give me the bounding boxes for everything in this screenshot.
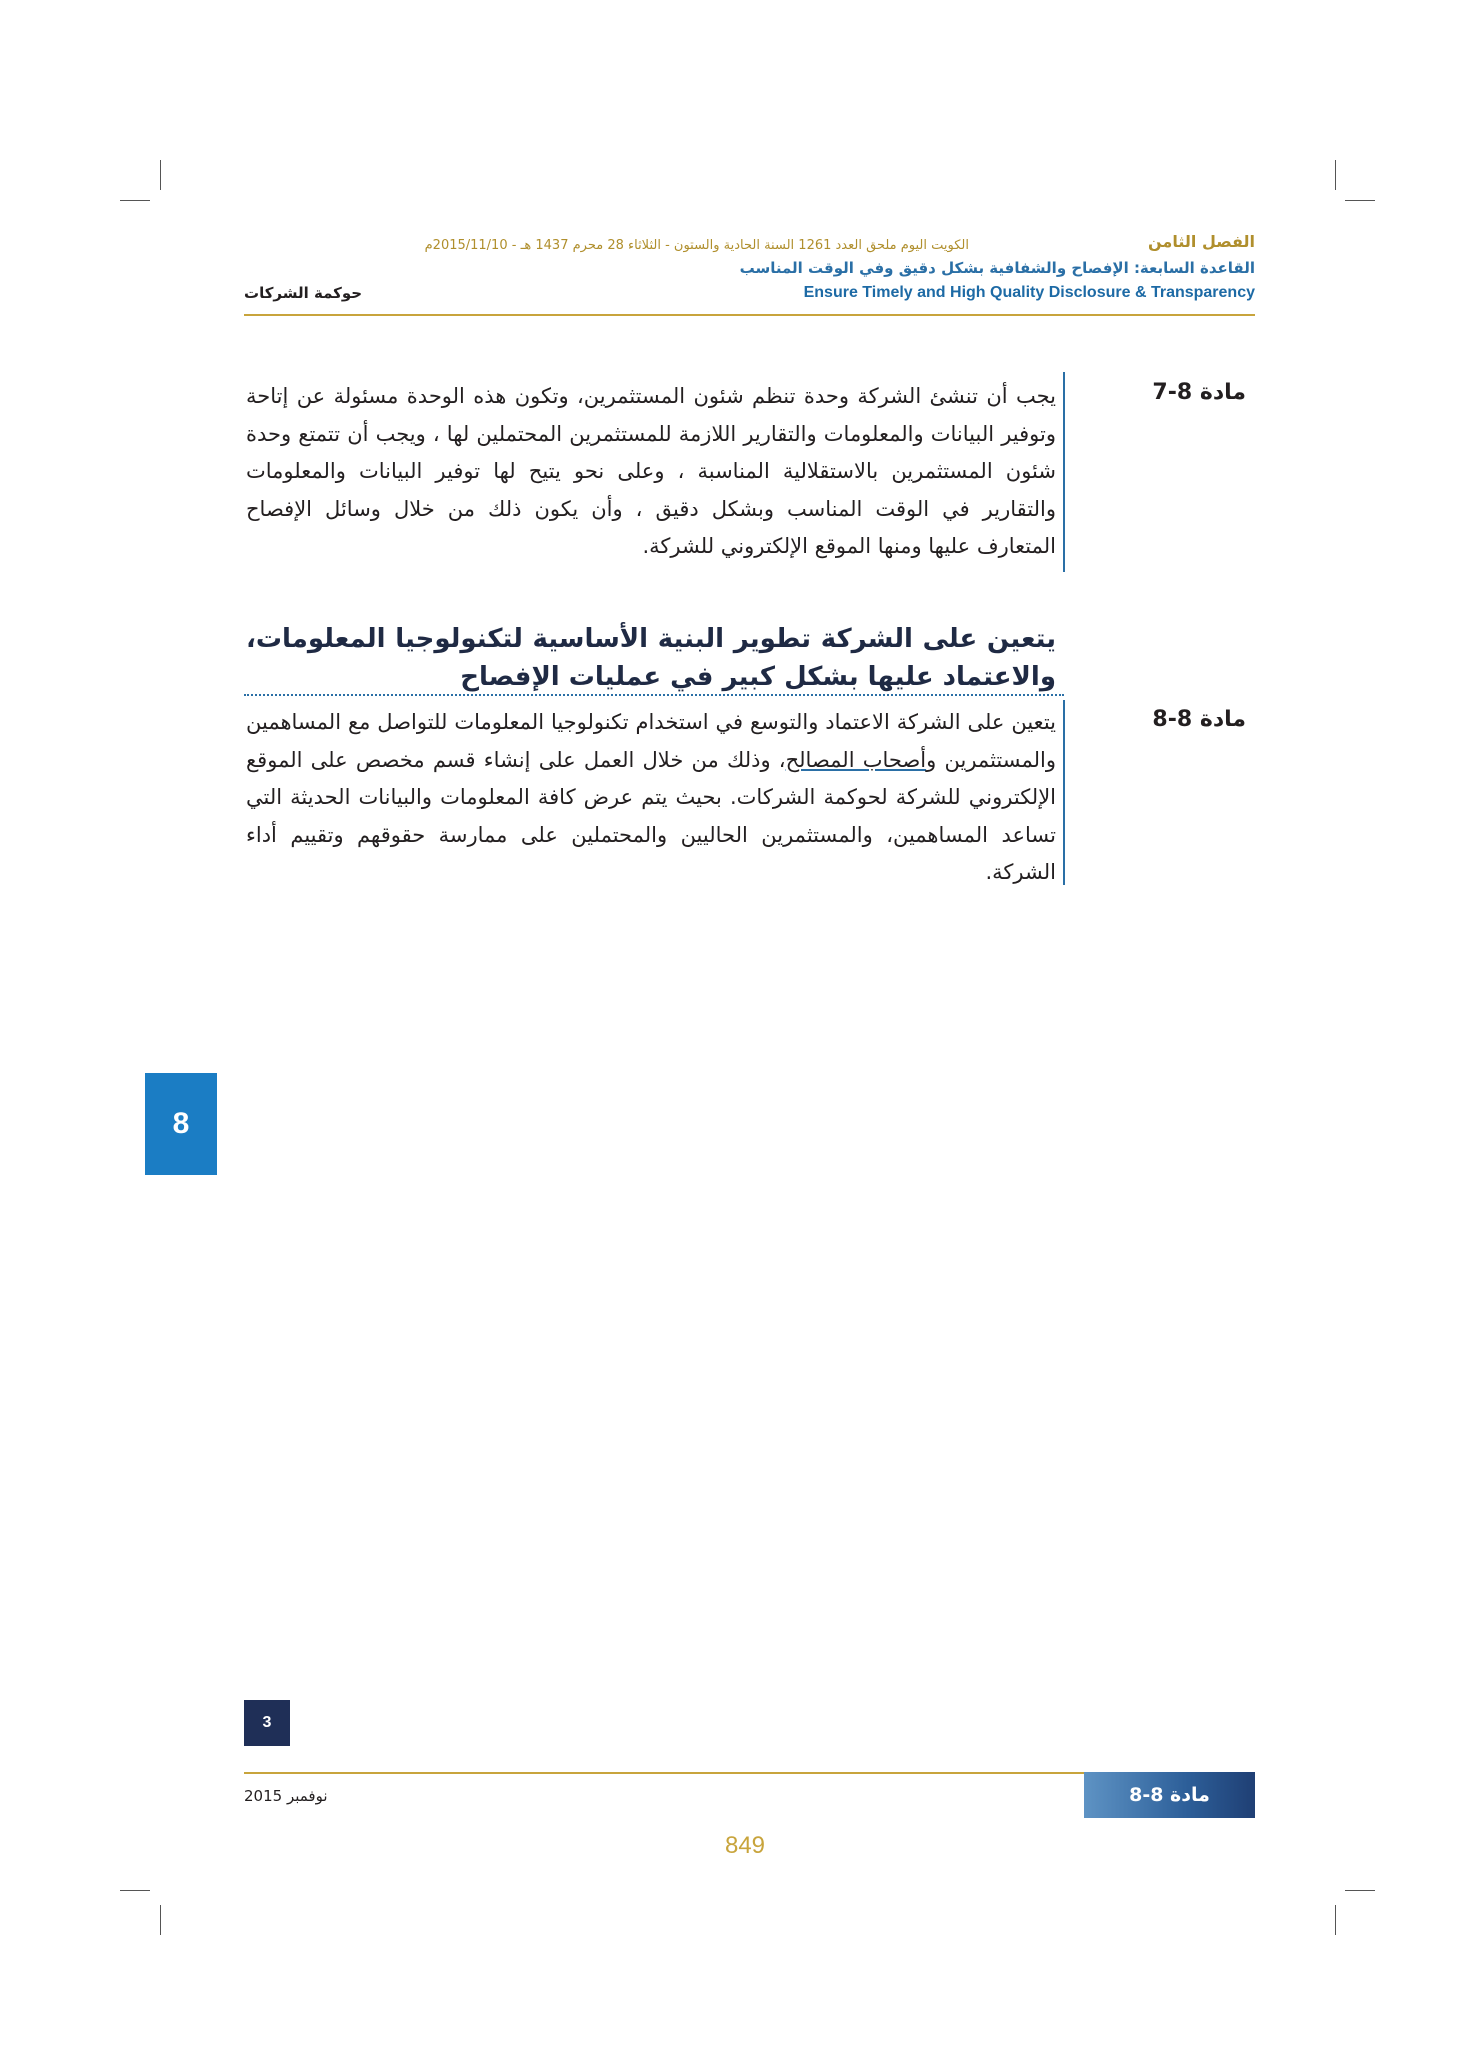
chapter-title: الفصل الثامن <box>1148 232 1255 251</box>
article-text-part: ، وذلك من خلال العمل على إنشاء قسم مخصص على الموقع الإلكتروني للشركة لحوكمة الشركات. بحيث يتم عرض كافة المعلومات والبيانات الحديثة التي تساعد المساهمين، والمستثمرين الحاليين والمحتملين على ممارسة حقوقهم وتقييم أداء الشركة. <box>246 747 1056 884</box>
footer-date: نوفمبر 2015 <box>244 1787 328 1805</box>
article-text-part: يتعين على الشركة الاعتماد والتوسع في استخدام تكنولوجيا المعلومات للتواصل مع المساهمين والمستثمرين و <box>246 710 1056 772</box>
page-number-box: 3 <box>244 1700 290 1746</box>
underlined-term: أصحاب المصالح <box>785 747 927 772</box>
article-divider-bar <box>1063 372 1065 572</box>
crop-mark <box>120 1890 150 1891</box>
section-title-ar: حوكمة الشركات <box>244 284 363 302</box>
article-divider-bar <box>1063 700 1065 885</box>
article-text-8-8 <box>246 704 1056 892</box>
crop-mark <box>1335 160 1336 190</box>
rule-title: القاعدة السابعة: الإفصاح والشفافية بشكل دقيق وفي الوقت المناسب <box>739 259 1255 277</box>
crop-mark <box>1345 200 1375 201</box>
dotted-divider <box>244 694 1064 696</box>
footer-article-tab: مادة 8-8 <box>1084 1772 1255 1818</box>
article-text-8-7: يجب أن تنشئ الشركة وحدة تنظم شئون المستثمرين، وتكون هذه الوحدة مسئولة عن إتاحة وتوفير البيانات والمعلومات والتقارير اللازمة للمستثمرين المحتملين لها ، ويجب أن تتمتع وحدة شئون المستثمرين بالاستقلالية المناسبة ، وعلى نحو يتيح لها توفير البيانات والمعلومات والتقارير في الوقت المناسب وبشكل دقيق ، وأن يكون ذلك من خلال وسائل الإفصاح المتعارف عليها ومنها الموقع الإلكتروني للشركة. <box>246 384 1056 558</box>
article-label-8-8: مادة 8-8 <box>1152 707 1246 732</box>
chapter-number-tab: 8 <box>145 1073 217 1175</box>
header-divider <box>244 314 1255 316</box>
crop-mark <box>160 160 161 190</box>
section-title-en: Ensure Timely and High Quality Disclosure & Transparency <box>803 284 1255 301</box>
crop-mark <box>160 1905 161 1935</box>
article-label-8-7: مادة 8-7 <box>1152 380 1246 405</box>
footer-page-number: 849 <box>724 1832 766 1859</box>
crop-mark <box>1345 1890 1375 1891</box>
crop-mark <box>120 200 150 201</box>
gazette-line: الكويت اليوم ملحق العدد 1261 السنة الحادية والستون - الثلاثاء 28 محرم 1437 هـ - 2015/11/10م <box>424 238 969 253</box>
section-heading: يتعين على الشركة تطوير البنية الأساسية لتكنولوجيا المعلومات، والاعتماد عليها بشكل كبير في عمليات الإفصاح <box>246 624 1056 692</box>
crop-mark <box>1335 1905 1336 1935</box>
